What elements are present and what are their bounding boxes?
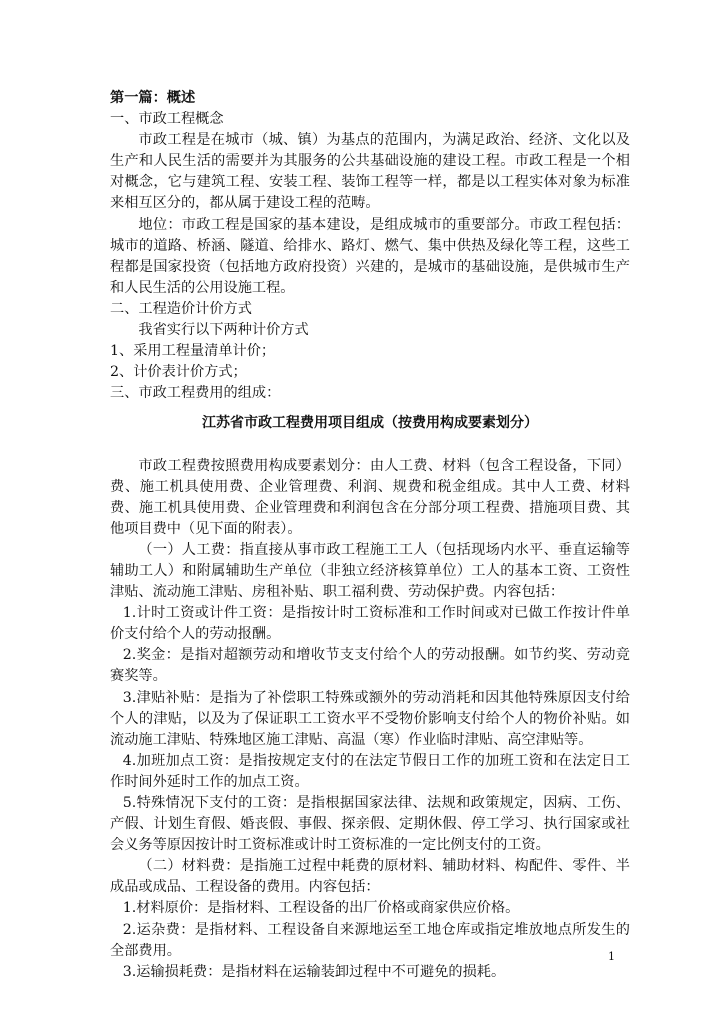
- list-item: 2.奖金：是指对超额劳动和增收节支支付给个人的劳动报酬。如节约奖、劳动竞赛奖等。: [110, 647, 630, 685]
- list-item: 2.运杂费：是指材料、工程设备自来源地运至工地仓库或指定堆放地点所发生的全部费用。: [110, 921, 630, 959]
- page-number: 1: [608, 950, 615, 963]
- list-item: 3.运输损耗费：是指材料在运输装卸过程中不可避免的损耗。: [122, 963, 506, 980]
- paragraph: （二）材料费：是指施工过程中耗费的原材料、辅助材料、构配件、零件、半成品或成品、工程设备的费用。内容包括：: [110, 858, 630, 896]
- list-item: 1、采用工程量清单计价；: [110, 343, 276, 360]
- section-3-title: 三、市政工程费用的组成：: [110, 385, 281, 402]
- table-caption-title: 江苏省市政工程费用项目组成（按费用构成要素划分）: [202, 415, 538, 432]
- list-item: 1.材料原价：是指材料、工程设备的出厂价格或商家供应价格。: [122, 900, 520, 917]
- section-1-title: 一、市政工程概念: [110, 111, 224, 128]
- document-body: [110, 88, 630, 983]
- paragraph: 市政工程是在城市（城、镇）为基点的范围内，为满足政治、经济、文化以及生产和人民生活的需要并为其服务的公共基础设施的建设工程。市政工程是一个相对概念，它与建筑工程、安装工程、装饰工程等一样，都是以工程实体对象为标准来相互区分的，都从属于建设工程的范畴。: [110, 132, 630, 212]
- section-2-title: 二、工程造价计价方式: [110, 300, 252, 317]
- paragraph: 市政工程费按照费用构成要素划分：由人工费、材料（包含工程设备，下同）费、施工机具使用费、企业管理费、利润、规费和税金组成。其中人工费、材料费、施工机具使用费、企业管理费和利润包含在分部分项工程费、措施项目费、其他项目费中（见下面的附表）。: [110, 457, 630, 537]
- list-item: 5.特殊情况下支付的工资：是指根据国家法律、法规和政策规定，因病、工伤、产假、计划生育假、婚丧假、事假、探亲假、定期休假、停工学习、执行国家或社会义务等原因按计时工资标准或计时工资标准的一定比例支付的工资。: [110, 795, 630, 854]
- paragraph: 我省实行以下两种计价方式: [138, 322, 309, 339]
- list-item: 1.计时工资或计件工资：是指按计时工资标准和工作时间或对已做工作按计件单价支付给个人的劳动报酬。: [110, 605, 630, 643]
- list-item: 4.加班加点工资：是指按规定支付的在法定节假日工作的加班工资和在法定日工作时间外延时工作的加点工资。: [110, 752, 630, 790]
- paragraph: （一）人工费：指直接从事市政工程施工工人（包括现场内水平、垂直运输等辅助工人）和附属辅助生产单位（非独立经济核算单位）工人的基本工资、工资性津贴、流动施工津贴、房租补贴、职工福利费、劳动保护费。内容包括：: [110, 541, 630, 601]
- chapter-heading: 第一篇：概述: [110, 90, 196, 106]
- list-item: 3.津贴补贴：是指为了补偿职工特殊或额外的劳动消耗和因其他特殊原因支付给个人的津贴，以及为了保证职工工资水平不受物价影响支付给个人的物价补贴。如流动施工津贴、特殊地区施工津贴、高温（寒）作业临时津贴、高空津贴等。: [110, 689, 630, 748]
- paragraph: 地位：市政工程是国家的基本建设，是组成城市的重要部分。市政工程包括：城市的道路、桥涵、隧道、给排水、路灯、燃气、集中供热及绿化等工程，这些工程都是国家投资（包括地方政府投资）兴建的，是城市的基础设施，是供城市生产和人民生活的公用设施工程。: [110, 216, 630, 296]
- list-item: 2、计价表计价方式；: [110, 364, 247, 381]
